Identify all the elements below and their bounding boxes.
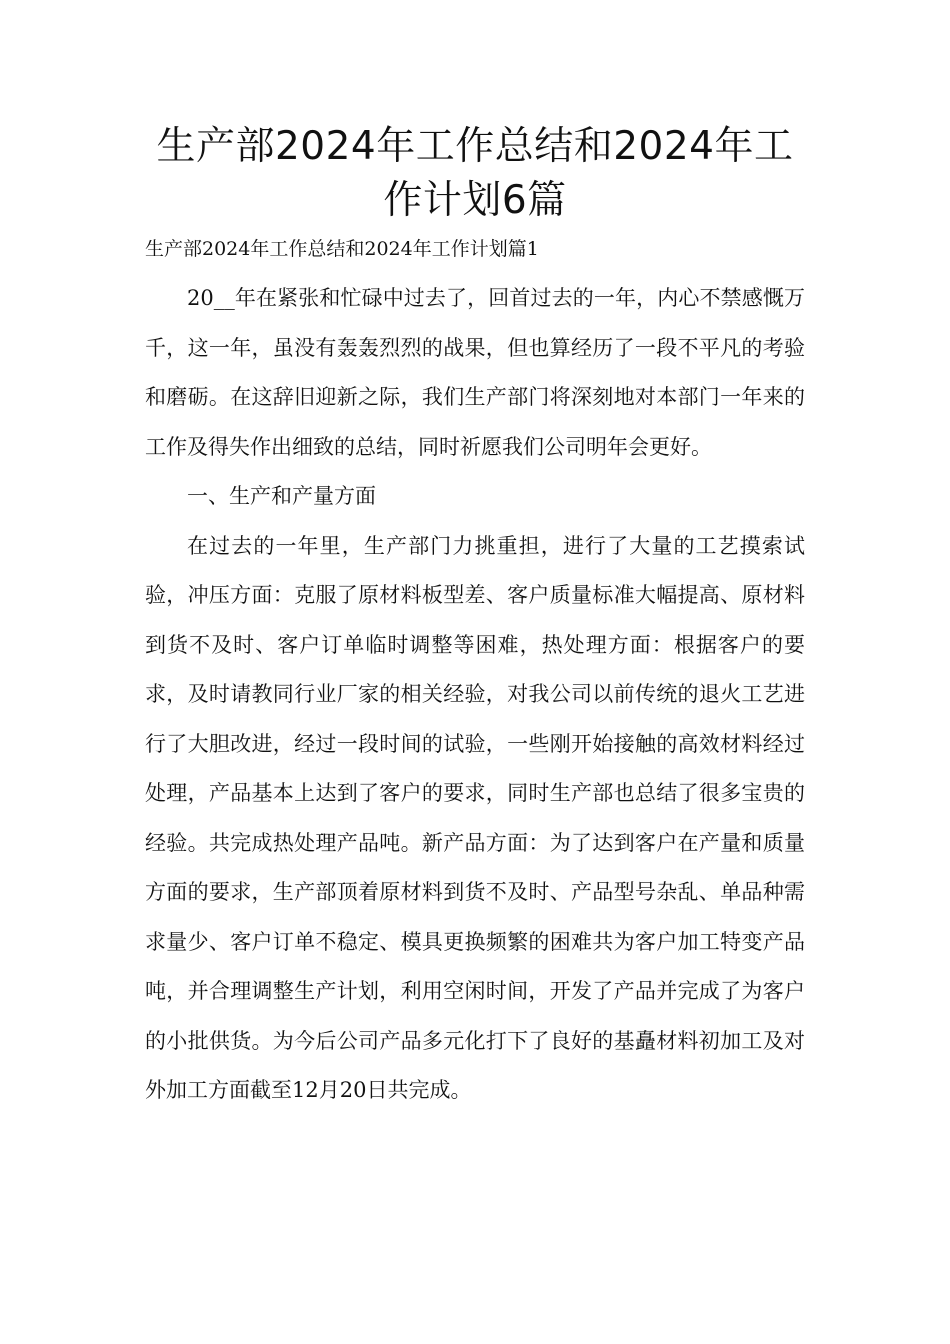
section-heading-production: 一、生产和产量方面 (187, 484, 376, 508)
document-subtitle: 生产部2024年工作总结和2024年工作计划篇1 (145, 238, 539, 260)
document-title: 生产部2024年工作总结和2024年工作计划6篇 (156, 124, 794, 223)
document-body (145, 274, 805, 1116)
paragraph-production: 在过去的一年里，生产部门力挑重担，进行了大量的工艺摸索试验，冲压方面：克服了原材料板型差、客户质量标准大幅提高、原材料到货不及时、客户订单临时调整等困难，热处理方面：根据客户的要求，及时请教同行业厂家的相关经验，对我公司以前传统的退火工艺进行了大胆改进，经过一段时间的试验，一些刚开始接触的高效材料经过处理，产品基本上达到了客户的要求，同时生产部也总结了很多宝贵的经验。共完成热处理产品吨。新产品方面：为了达到客户在产量和质量方面的要求，生产部顶着原材料到货不及时、产品型号杂乱、单品种需求量少、客户订单不稳定、模具更换频繁的困难共为客户加工特变产品吨，并合理调整生产计划，利用空闲时间，开发了产品并完成了为客户的小批供货。为今后公司产品多元化打下了良好的基矗材料初加工及对外加工方面截至12月20日共完成。 (145, 533, 805, 1102)
paragraph-intro: 20__年在紧张和忙碌中过去了，回首过去的一年，内心不禁感慨万千，这一年，虽没有轰轰烈烈的战果，但也算经历了一段不平凡的考验和磨砺。在这辞旧迎新之际，我们生产部门将深刻地对本部门一年来的工作及得失作出细致的总结，同时祈愿我们公司明年会更好。 (145, 286, 805, 459)
